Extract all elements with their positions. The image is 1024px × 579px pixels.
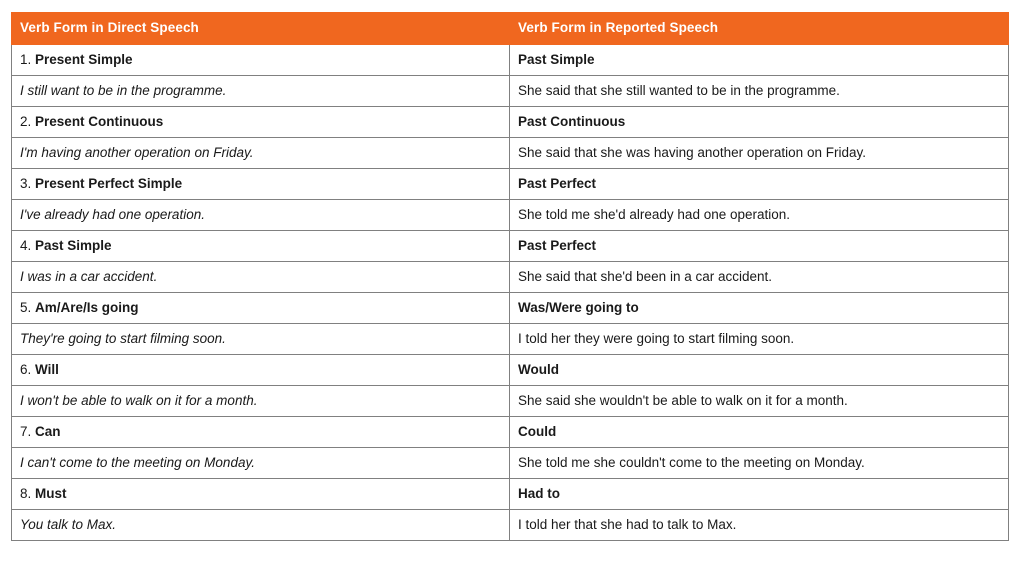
direct-verb-form-label: Present Simple — [35, 51, 133, 67]
table-row — [12, 417, 1009, 448]
direct-verb-form-cell — [12, 45, 510, 76]
reported-verb-form-label: Could — [518, 423, 557, 439]
direct-verb-form-label: Can — [35, 423, 61, 439]
table-row — [12, 510, 1009, 541]
row-number: 7. — [20, 423, 32, 439]
table-row — [12, 386, 1009, 417]
reported-speech-example-cell: She said she wouldn't be able to walk on it for a month. — [510, 386, 1009, 417]
table-row — [12, 355, 1009, 386]
table-header-row — [12, 13, 1009, 45]
row-number: 4. — [20, 237, 32, 253]
row-number: 2. — [20, 113, 32, 129]
reported-verb-form-cell — [510, 293, 1009, 324]
table-row — [12, 169, 1009, 200]
reported-speech-example-cell: She said that she still wanted to be in the programme. — [510, 76, 1009, 107]
reported-verb-form-cell — [510, 417, 1009, 448]
reported-verb-form-cell — [510, 169, 1009, 200]
direct-speech-example-cell: I'm having another operation on Friday. — [12, 138, 510, 169]
reported-speech-example-cell: She told me she'd already had one operation. — [510, 200, 1009, 231]
row-number: 6. — [20, 361, 32, 377]
direct-speech-example-cell: You talk to Max. — [12, 510, 510, 541]
direct-verb-form-label: Past Simple — [35, 237, 112, 253]
row-number: 5. — [20, 299, 32, 315]
row-number: 8. — [20, 485, 32, 501]
reported-verb-form-label: Was/Were going to — [518, 299, 639, 315]
table-row — [12, 200, 1009, 231]
table-row — [12, 324, 1009, 355]
table-row — [12, 262, 1009, 293]
reported-verb-form-cell — [510, 107, 1009, 138]
table-row — [12, 76, 1009, 107]
reported-speech-table — [11, 12, 1009, 541]
table-header — [12, 13, 1009, 45]
direct-verb-form-cell — [12, 231, 510, 262]
column-header-direct-speech: Verb Form in Direct Speech — [12, 13, 510, 45]
direct-verb-form-cell — [12, 479, 510, 510]
direct-speech-example-cell: They're going to start filming soon. — [12, 324, 510, 355]
reported-verb-form-cell — [510, 479, 1009, 510]
table-row — [12, 231, 1009, 262]
reported-speech-example-cell: She told me she couldn't come to the meeting on Monday. — [510, 448, 1009, 479]
direct-verb-form-cell — [12, 293, 510, 324]
direct-speech-example-cell: I was in a car accident. — [12, 262, 510, 293]
direct-verb-form-cell — [12, 355, 510, 386]
reported-speech-example-cell: I told her that she had to talk to Max. — [510, 510, 1009, 541]
row-number: 1. — [20, 51, 32, 67]
direct-verb-form-label: Am/Are/Is going — [35, 299, 139, 315]
reported-verb-form-cell — [510, 355, 1009, 386]
reported-speech-example-cell: I told her they were going to start filming soon. — [510, 324, 1009, 355]
reported-speech-example-cell: She said that she'd been in a car accident. — [510, 262, 1009, 293]
direct-verb-form-label: Present Continuous — [35, 113, 164, 129]
column-header-reported-speech: Verb Form in Reported Speech — [510, 13, 1009, 45]
reported-verb-form-label: Had to — [518, 485, 560, 501]
direct-verb-form-cell — [12, 417, 510, 448]
reported-verb-form-label: Past Simple — [518, 51, 595, 67]
reported-verb-form-label: Past Perfect — [518, 175, 597, 191]
direct-speech-example-cell: I still want to be in the programme. — [12, 76, 510, 107]
reported-verb-form-cell — [510, 45, 1009, 76]
direct-verb-form-label: Must — [35, 485, 67, 501]
table-row — [12, 448, 1009, 479]
direct-verb-form-cell — [12, 169, 510, 200]
table-row — [12, 479, 1009, 510]
reported-verb-form-label: Past Perfect — [518, 237, 597, 253]
reported-verb-form-label: Past Continuous — [518, 113, 626, 129]
direct-speech-example-cell: I can't come to the meeting on Monday. — [12, 448, 510, 479]
row-number: 3. — [20, 175, 32, 191]
direct-speech-example-cell: I've already had one operation. — [12, 200, 510, 231]
table-row — [12, 107, 1009, 138]
table-body — [12, 45, 1009, 541]
reported-speech-example-cell: She said that she was having another operation on Friday. — [510, 138, 1009, 169]
table-row — [12, 138, 1009, 169]
reported-verb-form-label: Would — [518, 361, 559, 377]
reported-verb-form-cell — [510, 231, 1009, 262]
direct-speech-example-cell: I won't be able to walk on it for a month. — [12, 386, 510, 417]
direct-verb-form-label: Will — [35, 361, 59, 377]
direct-verb-form-label: Present Perfect Simple — [35, 175, 183, 191]
table-row — [12, 45, 1009, 76]
direct-verb-form-cell — [12, 107, 510, 138]
table-row — [12, 293, 1009, 324]
